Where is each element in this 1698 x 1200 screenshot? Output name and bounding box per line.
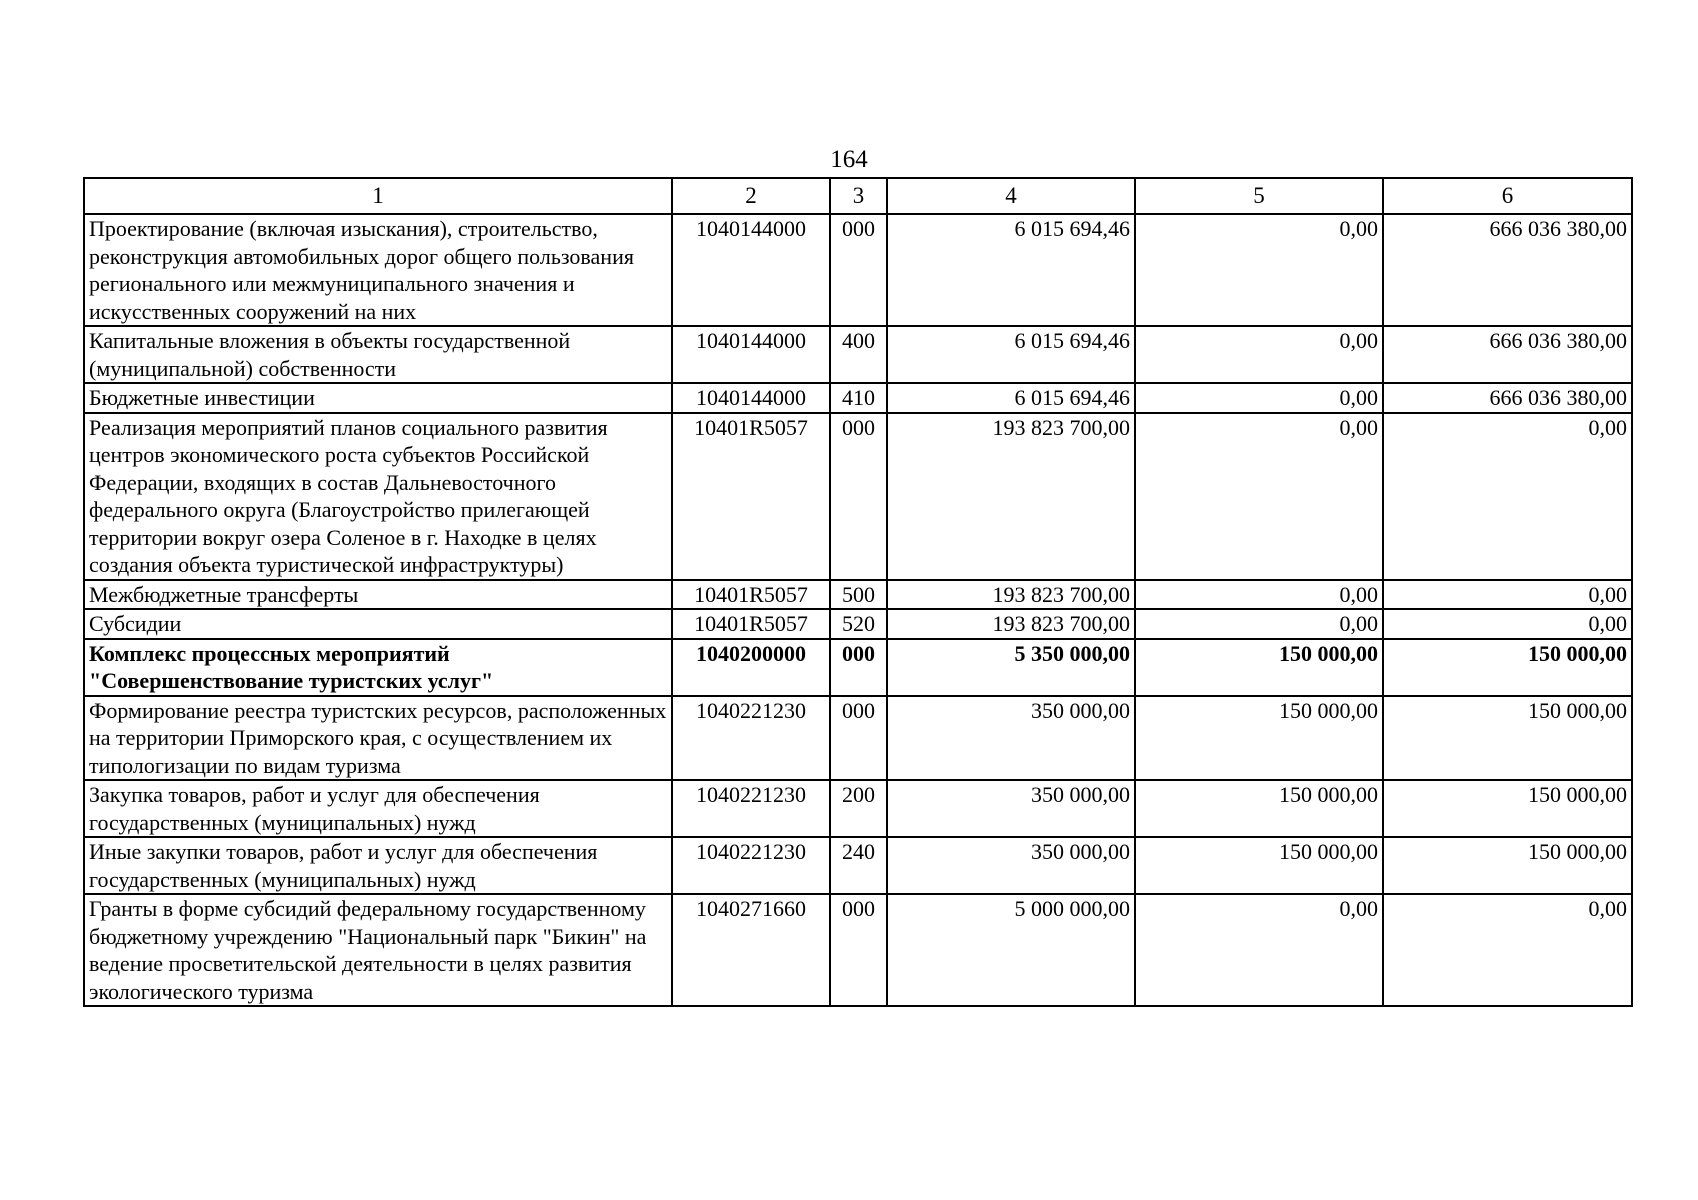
row-type: 000 [830, 413, 887, 580]
row-value-4: 5 350 000,00 [887, 639, 1135, 696]
row-value-6: 150 000,00 [1383, 837, 1632, 894]
row-code: 1040221230 [672, 780, 830, 837]
row-value-6: 0,00 [1383, 413, 1632, 580]
table-row [84, 837, 1632, 894]
header-cell-1: 1 [84, 178, 672, 214]
row-value-6: 666 036 380,00 [1383, 383, 1632, 413]
row-value-6: 0,00 [1383, 580, 1632, 610]
row-type: 000 [830, 696, 887, 781]
row-type: 400 [830, 326, 887, 383]
row-type: 500 [830, 580, 887, 610]
row-value-5: 0,00 [1135, 609, 1383, 639]
row-value-6: 150 000,00 [1383, 696, 1632, 781]
row-value-4: 350 000,00 [887, 696, 1135, 781]
row-value-6: 0,00 [1383, 894, 1632, 1006]
header-cell-6: 6 [1383, 178, 1632, 214]
row-code: 1040271660 [672, 894, 830, 1006]
table-row [84, 780, 1632, 837]
row-value-5: 0,00 [1135, 383, 1383, 413]
row-code: 1040221230 [672, 696, 830, 781]
row-code: 1040144000 [672, 383, 830, 413]
row-name: Проектирование (включая изыскания), строительство, реконструкция автомобильных дорог общего пользования регионального или межмуниципального значения и искусственных сооружений на них [84, 214, 672, 326]
row-value-5: 0,00 [1135, 326, 1383, 383]
table-row [84, 326, 1632, 383]
row-value-4: 193 823 700,00 [887, 413, 1135, 580]
row-type: 000 [830, 214, 887, 326]
row-name: Межбюджетные трансферты [84, 580, 672, 610]
row-name: Гранты в форме субсидий федеральному государственному бюджетному учреждению "Национальный парк "Бикин" на ведение просветительской деятельности в целях развития экологического туризма [84, 894, 672, 1006]
row-value-5: 0,00 [1135, 413, 1383, 580]
row-name: Капитальные вложения в объекты государственной (муниципальной) собственности [84, 326, 672, 383]
row-value-6: 666 036 380,00 [1383, 326, 1632, 383]
row-value-5: 150 000,00 [1135, 639, 1383, 696]
row-name: Комплекс процессных мероприятий "Совершенствование туристских услуг" [84, 639, 672, 696]
row-type: 520 [830, 609, 887, 639]
table-row [84, 383, 1632, 413]
table-row [84, 413, 1632, 580]
row-name: Субсидии [84, 609, 672, 639]
table-row [84, 580, 1632, 610]
row-name: Иные закупки товаров, работ и услуг для обеспечения государственных (муниципальных) нужд [84, 837, 672, 894]
row-value-4: 6 015 694,46 [887, 214, 1135, 326]
row-value-5: 0,00 [1135, 580, 1383, 610]
row-value-5: 150 000,00 [1135, 780, 1383, 837]
page-number: 164 [830, 146, 868, 173]
row-value-4: 6 015 694,46 [887, 383, 1135, 413]
table-row [84, 214, 1632, 326]
table-row-section [84, 639, 1632, 696]
header-cell-2: 2 [672, 178, 830, 214]
row-code: 1040144000 [672, 326, 830, 383]
row-type: 410 [830, 383, 887, 413]
row-value-6: 666 036 380,00 [1383, 214, 1632, 326]
row-name: Реализация мероприятий планов социального развития центров экономического роста субъектов Российской Федерации, входящих в состав Дальневосточного федерального округа (Благоустройство прилегающей территории вокруг озера Соленое в г. Находке в целях создания объекта туристической инфраструктуры) [84, 413, 672, 580]
row-code: 1040221230 [672, 837, 830, 894]
table-row [84, 696, 1632, 781]
row-name: Закупка товаров, работ и услуг для обеспечения государственных (муниципальных) нужд [84, 780, 672, 837]
row-value-6: 0,00 [1383, 609, 1632, 639]
row-value-4: 6 015 694,46 [887, 326, 1135, 383]
table-row [84, 894, 1632, 1006]
row-name: Формирование реестра туристских ресурсов, расположенных на территории Приморского края, с осуществлением их типологизации по видам туризма [84, 696, 672, 781]
row-name: Бюджетные инвестиции [84, 383, 672, 413]
row-value-5: 0,00 [1135, 894, 1383, 1006]
row-type: 240 [830, 837, 887, 894]
row-value-6: 150 000,00 [1383, 780, 1632, 837]
row-code: 10401R5057 [672, 580, 830, 610]
header-cell-4: 4 [887, 178, 1135, 214]
budget-table [83, 177, 1633, 1007]
row-value-5: 150 000,00 [1135, 696, 1383, 781]
table-row [84, 609, 1632, 639]
header-cell-5: 5 [1135, 178, 1383, 214]
row-type: 200 [830, 780, 887, 837]
row-value-4: 193 823 700,00 [887, 609, 1135, 639]
row-value-6: 150 000,00 [1383, 639, 1632, 696]
row-type: 000 [830, 894, 887, 1006]
header-row [84, 178, 1632, 214]
row-value-5: 150 000,00 [1135, 837, 1383, 894]
header-cell-3: 3 [830, 178, 887, 214]
row-code: 10401R5057 [672, 609, 830, 639]
row-code: 1040200000 [672, 639, 830, 696]
row-code: 1040144000 [672, 214, 830, 326]
row-value-4: 350 000,00 [887, 780, 1135, 837]
row-value-4: 193 823 700,00 [887, 580, 1135, 610]
row-code: 10401R5057 [672, 413, 830, 580]
row-value-4: 350 000,00 [887, 837, 1135, 894]
row-value-4: 5 000 000,00 [887, 894, 1135, 1006]
row-type: 000 [830, 639, 887, 696]
row-value-5: 0,00 [1135, 214, 1383, 326]
